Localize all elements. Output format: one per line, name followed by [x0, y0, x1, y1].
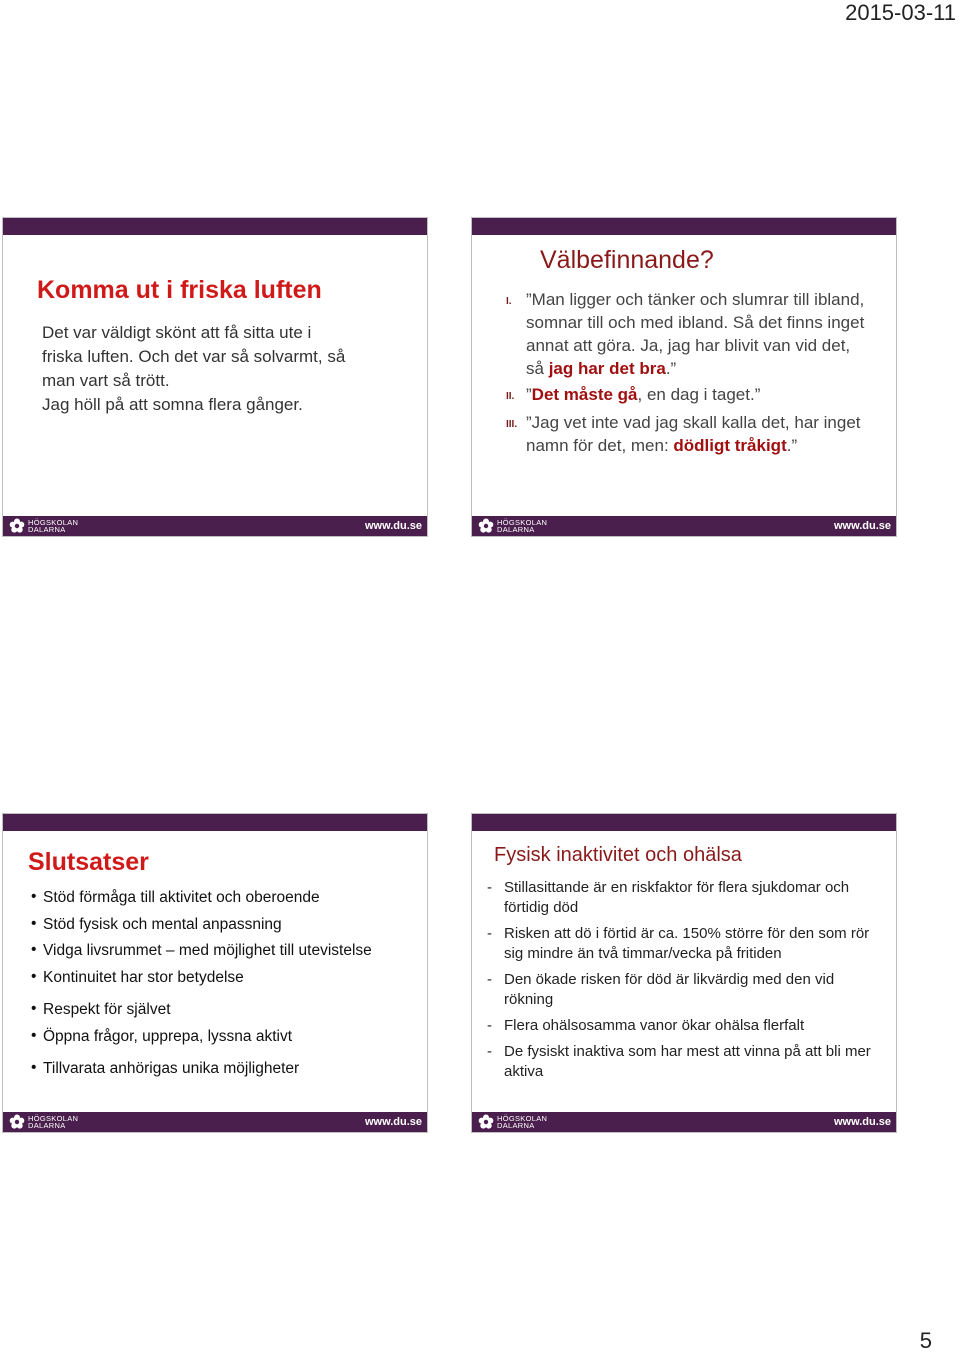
list-item: • Vidga livsrummet – med möjlighet till utevistelse — [31, 942, 372, 969]
list-item: - Stillasittande är en riskfaktor för flera sjukdomar och förtidig död — [487, 878, 877, 918]
roman-numeral: III. — [506, 419, 518, 430]
page-number: 5 — [919, 1328, 932, 1353]
roman-numeral: I. — [506, 296, 512, 307]
logo-line2: DALARNA — [497, 525, 535, 534]
quote-part: .” — [786, 436, 798, 455]
risk-list — [487, 878, 877, 1088]
logo-line1: HÖGSKOLAN — [28, 1113, 79, 1123]
list-item-text: Stillasittande är en riskfaktor för flera sjukdomar och förtidig död — [504, 879, 850, 916]
slide-top-bar — [3, 814, 427, 831]
slide-footer — [472, 516, 896, 536]
quote-emphasis: Det måste gå — [531, 385, 638, 404]
logo-line2: DALARNA — [28, 525, 66, 534]
website-url: www.du.se — [364, 520, 422, 532]
quote-part: ” — [526, 385, 532, 404]
body-paragraph: Det var väldigt skönt att få sitta ute i friska luften. Och det var så solvarmt, så man vart så trött. — [42, 323, 346, 390]
flower-logo-icon — [9, 1114, 25, 1130]
list-item — [506, 411, 866, 457]
slide-title: Komma ut i friska luften — [37, 276, 322, 304]
quote-text — [526, 411, 866, 457]
quote-text — [526, 383, 760, 408]
quote-emphasis: dödligt tråkigt — [673, 436, 787, 455]
flower-logo-icon — [9, 518, 25, 534]
slide-title: Slutsatser — [28, 848, 149, 876]
quote-list — [506, 288, 866, 460]
website-url: www.du.se — [833, 1116, 891, 1128]
slide-footer — [472, 1112, 896, 1132]
list-item-text: Den ökade risken för död är likvärdig med den vid rökning — [504, 971, 835, 1008]
list-item — [506, 288, 866, 380]
logo-line1: HÖGSKOLAN — [497, 517, 548, 527]
quote-part: , en dag i taget.” — [637, 385, 761, 404]
slide-3 — [2, 813, 428, 1133]
slide-1 — [2, 217, 428, 537]
flower-logo-icon — [478, 1114, 494, 1130]
quote-emphasis: jag har det bra — [548, 359, 666, 378]
flower-logo-icon — [478, 518, 494, 534]
quote-part: .” — [665, 359, 677, 378]
list-item: • Stöd fysisk och mental anpassning — [31, 916, 372, 943]
slide-footer — [3, 1112, 427, 1132]
slide-title: Fysisk inaktivitet och ohälsa — [494, 844, 742, 866]
slide-body — [42, 321, 352, 417]
quote-text — [526, 288, 866, 380]
hogskolan-dalarna-logo — [478, 1114, 547, 1130]
slide-4 — [471, 813, 897, 1133]
roman-numeral: II. — [506, 391, 515, 402]
slide-top-bar — [472, 814, 896, 831]
list-item-text: Flera ohälsosamma vanor ökar ohälsa flerfalt — [504, 1017, 805, 1034]
list-item: - Flera ohälsosamma vanor ökar ohälsa flerfalt — [487, 1017, 805, 1034]
hogskolan-dalarna-logo — [9, 518, 78, 534]
conclusion-list — [31, 889, 372, 1087]
hogskolan-dalarna-logo — [9, 1114, 78, 1130]
slide-2 — [471, 217, 897, 537]
slide-title: Välbefinnande? — [540, 246, 714, 274]
hogskolan-dalarna-logo — [478, 518, 547, 534]
website-url: www.du.se — [833, 520, 891, 532]
list-item-text: Risken att dö i förtid är ca. 150% större för den som rör sig mindre än två timmar/vecka på fritiden — [504, 925, 870, 962]
list-item: • Stöd förmåga till aktivitet och oberoende — [31, 889, 372, 916]
logo-line1: HÖGSKOLAN — [28, 517, 79, 527]
list-item: • Öppna frågor, upprepa, lyssna aktivt — [31, 1028, 372, 1055]
list-item: - Risken att dö i förtid är ca. 150% större för den som rör sig mindre än två timmar/vecka på fritiden — [487, 924, 877, 964]
website-url: www.du.se — [364, 1116, 422, 1128]
slide-top-bar — [472, 218, 896, 235]
list-item: - De fysiskt inaktiva som har mest att vinna på att bli mer aktiva — [487, 1042, 877, 1082]
slide-footer — [3, 516, 427, 536]
body-paragraph: Jag höll på att somna flera gånger. — [42, 395, 303, 414]
list-item: • Kontinuitet har stor betydelse — [31, 969, 372, 996]
quote-part: ”Man ligger och tänker och slumrar till ibland, somnar till och med ibland. Så det finns inget annat att göra. Ja, jag har blivit van vid det, så — [526, 290, 865, 378]
logo-line1: HÖGSKOLAN — [497, 1113, 548, 1123]
date-header: 2015-03-11 — [845, 0, 956, 25]
quote-part: ”Jag vet inte vad jag skall kalla det, har inget namn för det, men: — [526, 413, 861, 455]
list-item-text: De fysiskt inaktiva som har mest att vinna på att bli mer aktiva — [504, 1043, 871, 1080]
list-item: • Respekt för självet — [31, 1001, 372, 1028]
list-item: - Den ökade risken för död är likvärdig med den vid rökning — [487, 970, 877, 1010]
logo-line2: DALARNA — [497, 1121, 535, 1130]
logo-line2: DALARNA — [28, 1121, 66, 1130]
slide-top-bar — [3, 218, 427, 235]
list-item: • Tillvarata anhörigas unika möjligheter — [31, 1060, 372, 1087]
list-item — [506, 383, 866, 408]
